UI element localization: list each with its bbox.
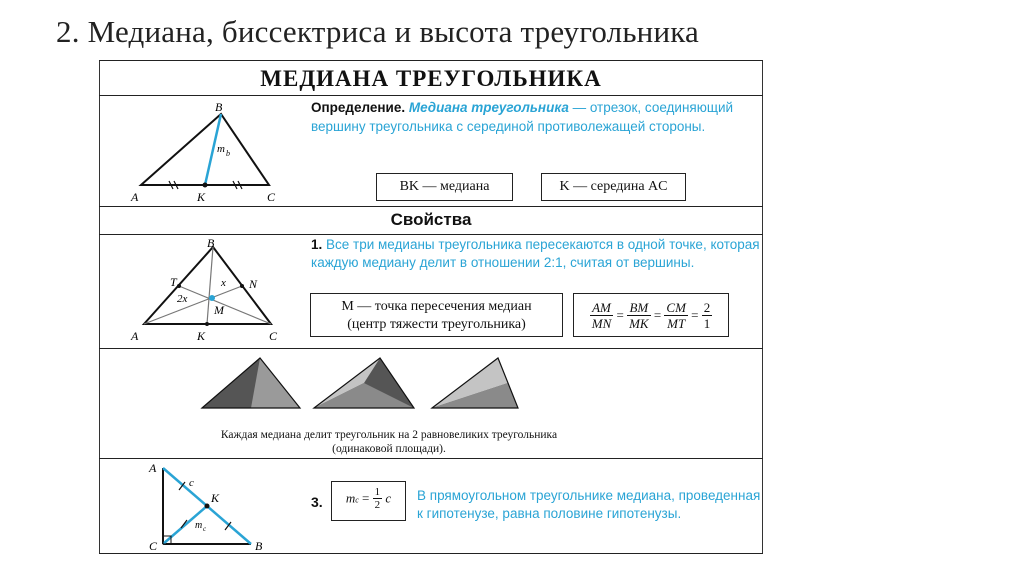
label-A: A [131,190,139,204]
label-C: C [269,329,278,343]
right-triangle-figure [139,460,279,552]
right-border [762,60,763,554]
label-mc-sub: c [203,525,207,533]
prop1-rule [99,348,763,349]
equal-area-triangles [194,350,534,416]
label-A: A [131,329,139,343]
area-triangle-3 [432,358,518,408]
label-c: c [189,477,194,489]
label-B: B [255,539,263,552]
label-x: x [221,277,226,289]
title-rule [99,95,763,96]
ratio-2-1: $\frac{2}{1}$ [703,300,711,331]
ratio-am-mn: $\frac{AM}{MN}$ [591,300,612,331]
definition [311,98,761,136]
formula-c: c [385,490,392,506]
median-box-text: BK — медиана [399,179,490,194]
label-K: K [197,190,206,204]
label-C: C [149,539,158,552]
slide-title: 2. Медиана, биссектриса и высота треугольника [56,14,699,49]
ratio-box: $\frac{AM}{MN}$ = $\frac{BM}{MK}$ = $\frac{CM}{MT}$ = $\frac{2}{1}$ [573,293,729,337]
label-K: K [211,491,220,505]
formula-m: m [345,490,356,506]
median-triangle-figure [119,100,309,206]
label-B: B [215,100,223,114]
property-1-number: 1. [311,237,323,252]
midpoint-box-text: K — середина AC [559,179,668,194]
formula-half: $\frac{1}{2}$ [374,486,381,511]
ratio-cm-mt: $\frac{CM}{MT}$ [666,300,686,331]
formula-m-sub: c [355,495,359,505]
centroid-triangle-figure [119,236,309,348]
label-K: K [197,329,206,343]
bottom-rule [99,553,763,554]
area-triangle-1 [202,358,300,408]
area-triangle-2 [314,358,414,408]
label-A: A [149,461,157,475]
caption-line1: Каждая медиана делит треугольник на 2 равновеликих треугольника [220,429,558,441]
label-mb: m [217,143,225,155]
textbook-page [99,60,763,554]
property-3-text: В прямоугольном треугольнике медиана, проведенная к гипотенузе, равна половине гипотенузы. [417,488,761,521]
label-mb-sub: b [226,149,230,158]
sheet-title: МЕДИАНА ТРЕУГОЛЬНИКА [260,66,602,91]
label-2x: 2x [177,293,188,305]
midpoint-box [541,173,686,201]
label-N: N [249,277,258,291]
label-mc: m [195,520,203,531]
label-M: M [214,303,224,317]
centroid-line1: M — точка пересечения медиан [341,299,532,314]
ratio-bm-mk: $\frac{BM}{MK}$ [629,300,649,331]
property-1 [311,236,761,272]
definition-rule [99,206,763,207]
centroid-line2: (центр тяжести треугольника) [347,317,526,332]
definition-text: — отрезок, соединяющий вершину треугольника с серединой противолежащей стороны. [311,100,734,134]
equal-area-caption [169,428,609,456]
definition-term: Медиана треугольника [408,100,569,115]
label-B: B [207,236,215,250]
caption-line2: (одинаковой площади). [332,443,446,455]
properties-heading: Свойства [390,210,472,229]
property-1-text: Все три медианы треугольника пересекаются в одной точке, которая каждую медиану делит в отношении 2:1, считая от вершины. [311,237,760,270]
definition-label: Определение. [311,100,406,115]
top-rule [99,60,763,61]
median-box [376,173,513,201]
centroid-box [310,293,563,337]
formula-box: $m_c$ = $\frac{1}{2}$ c [331,481,406,521]
left-border [99,60,100,554]
label-T: T [170,275,177,289]
areas-rule [99,458,763,459]
property-3-number: 3. [311,494,323,510]
label-C: C [267,190,276,204]
properties-rule [99,234,763,235]
